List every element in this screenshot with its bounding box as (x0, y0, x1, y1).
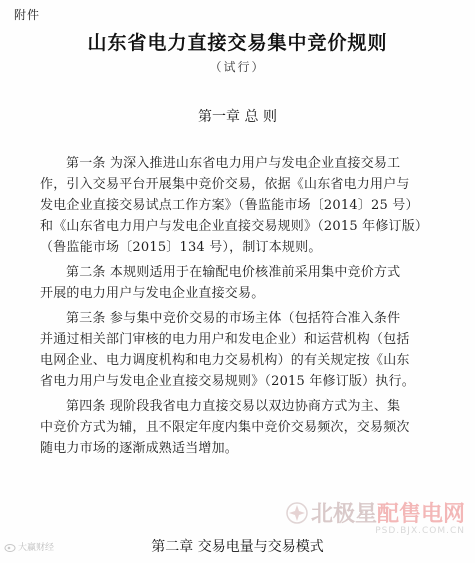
watermark-brand-accent: 配售电网 (376, 502, 465, 527)
article-1-line: 发电企业直接交易试点工作方案》（鲁监能市场〔2014〕25 号） (40, 198, 419, 213)
article-3-line: 第三条 参与集中竞价交易的市场主体（包括符合准入条件 (66, 311, 401, 326)
article-3-line: 电网企业、电力调度机构和电力交易机构）的有关规定按《山东 (40, 353, 410, 368)
chapter-1-heading: 第一章 总 则 (198, 109, 277, 125)
article-1-line: 和《山东省电力用户与发电企业直接交易规则》（2015 年修订版） (40, 219, 429, 234)
article-1-line: 第一条 为深入推进山东省电力用户与发电企业直接交易工 (66, 156, 401, 171)
source-watermark (4, 540, 54, 553)
article-1-line: 作，引入交易平台开展集中竞价交易，依据《山东省电力用户与 (40, 177, 410, 192)
watermark-brand-primary: 北极星 (310, 502, 377, 527)
article-4-line: 中竞价方式为辅，且不限定年度内集中竞价交易频次，交易频次 (40, 420, 410, 435)
article-4-line: 第四条 现阶段我省电力直接交易以双边协商方式为主、集 (66, 399, 401, 414)
article-2-line: 第二条 本规则适用于在输配电价核准前采用集中竞价方式 (66, 265, 401, 280)
article-3 (40, 308, 448, 392)
site-watermark (286, 497, 465, 536)
polaris-star-icon (286, 502, 308, 524)
article-2 (40, 262, 448, 304)
document-title: 山东省电力直接交易集中竞价规则 (87, 32, 388, 54)
article-1 (40, 153, 448, 258)
article-3-line: 省电力用户与发电企业直接交易规则》（2015 年修订版）执行。 (40, 374, 415, 389)
chapter-2-heading: 第二章 交易电量与交易模式 (151, 539, 324, 555)
document-subtitle: （试行） (209, 60, 266, 74)
attachment-label: 附件 (14, 8, 41, 22)
article-list (40, 153, 448, 463)
article-2-line: 开展的电力用户与发电企业直接交易。 (40, 286, 265, 301)
article-3-line: 并通过相关部门审核的电力用户和发电企业）和运营机构（包括 (40, 332, 410, 347)
article-4 (40, 396, 448, 459)
watermark-url: PSD.BJX.COM.CN (375, 526, 465, 536)
weibo-icon (4, 541, 16, 553)
source-watermark-label: 大赢财经 (18, 543, 55, 553)
article-1-line: （鲁监能市场〔2015〕134 号），制订本规则。 (40, 240, 322, 255)
article-4-line: 随电力市场的逐渐成熟适当增加。 (40, 441, 239, 456)
